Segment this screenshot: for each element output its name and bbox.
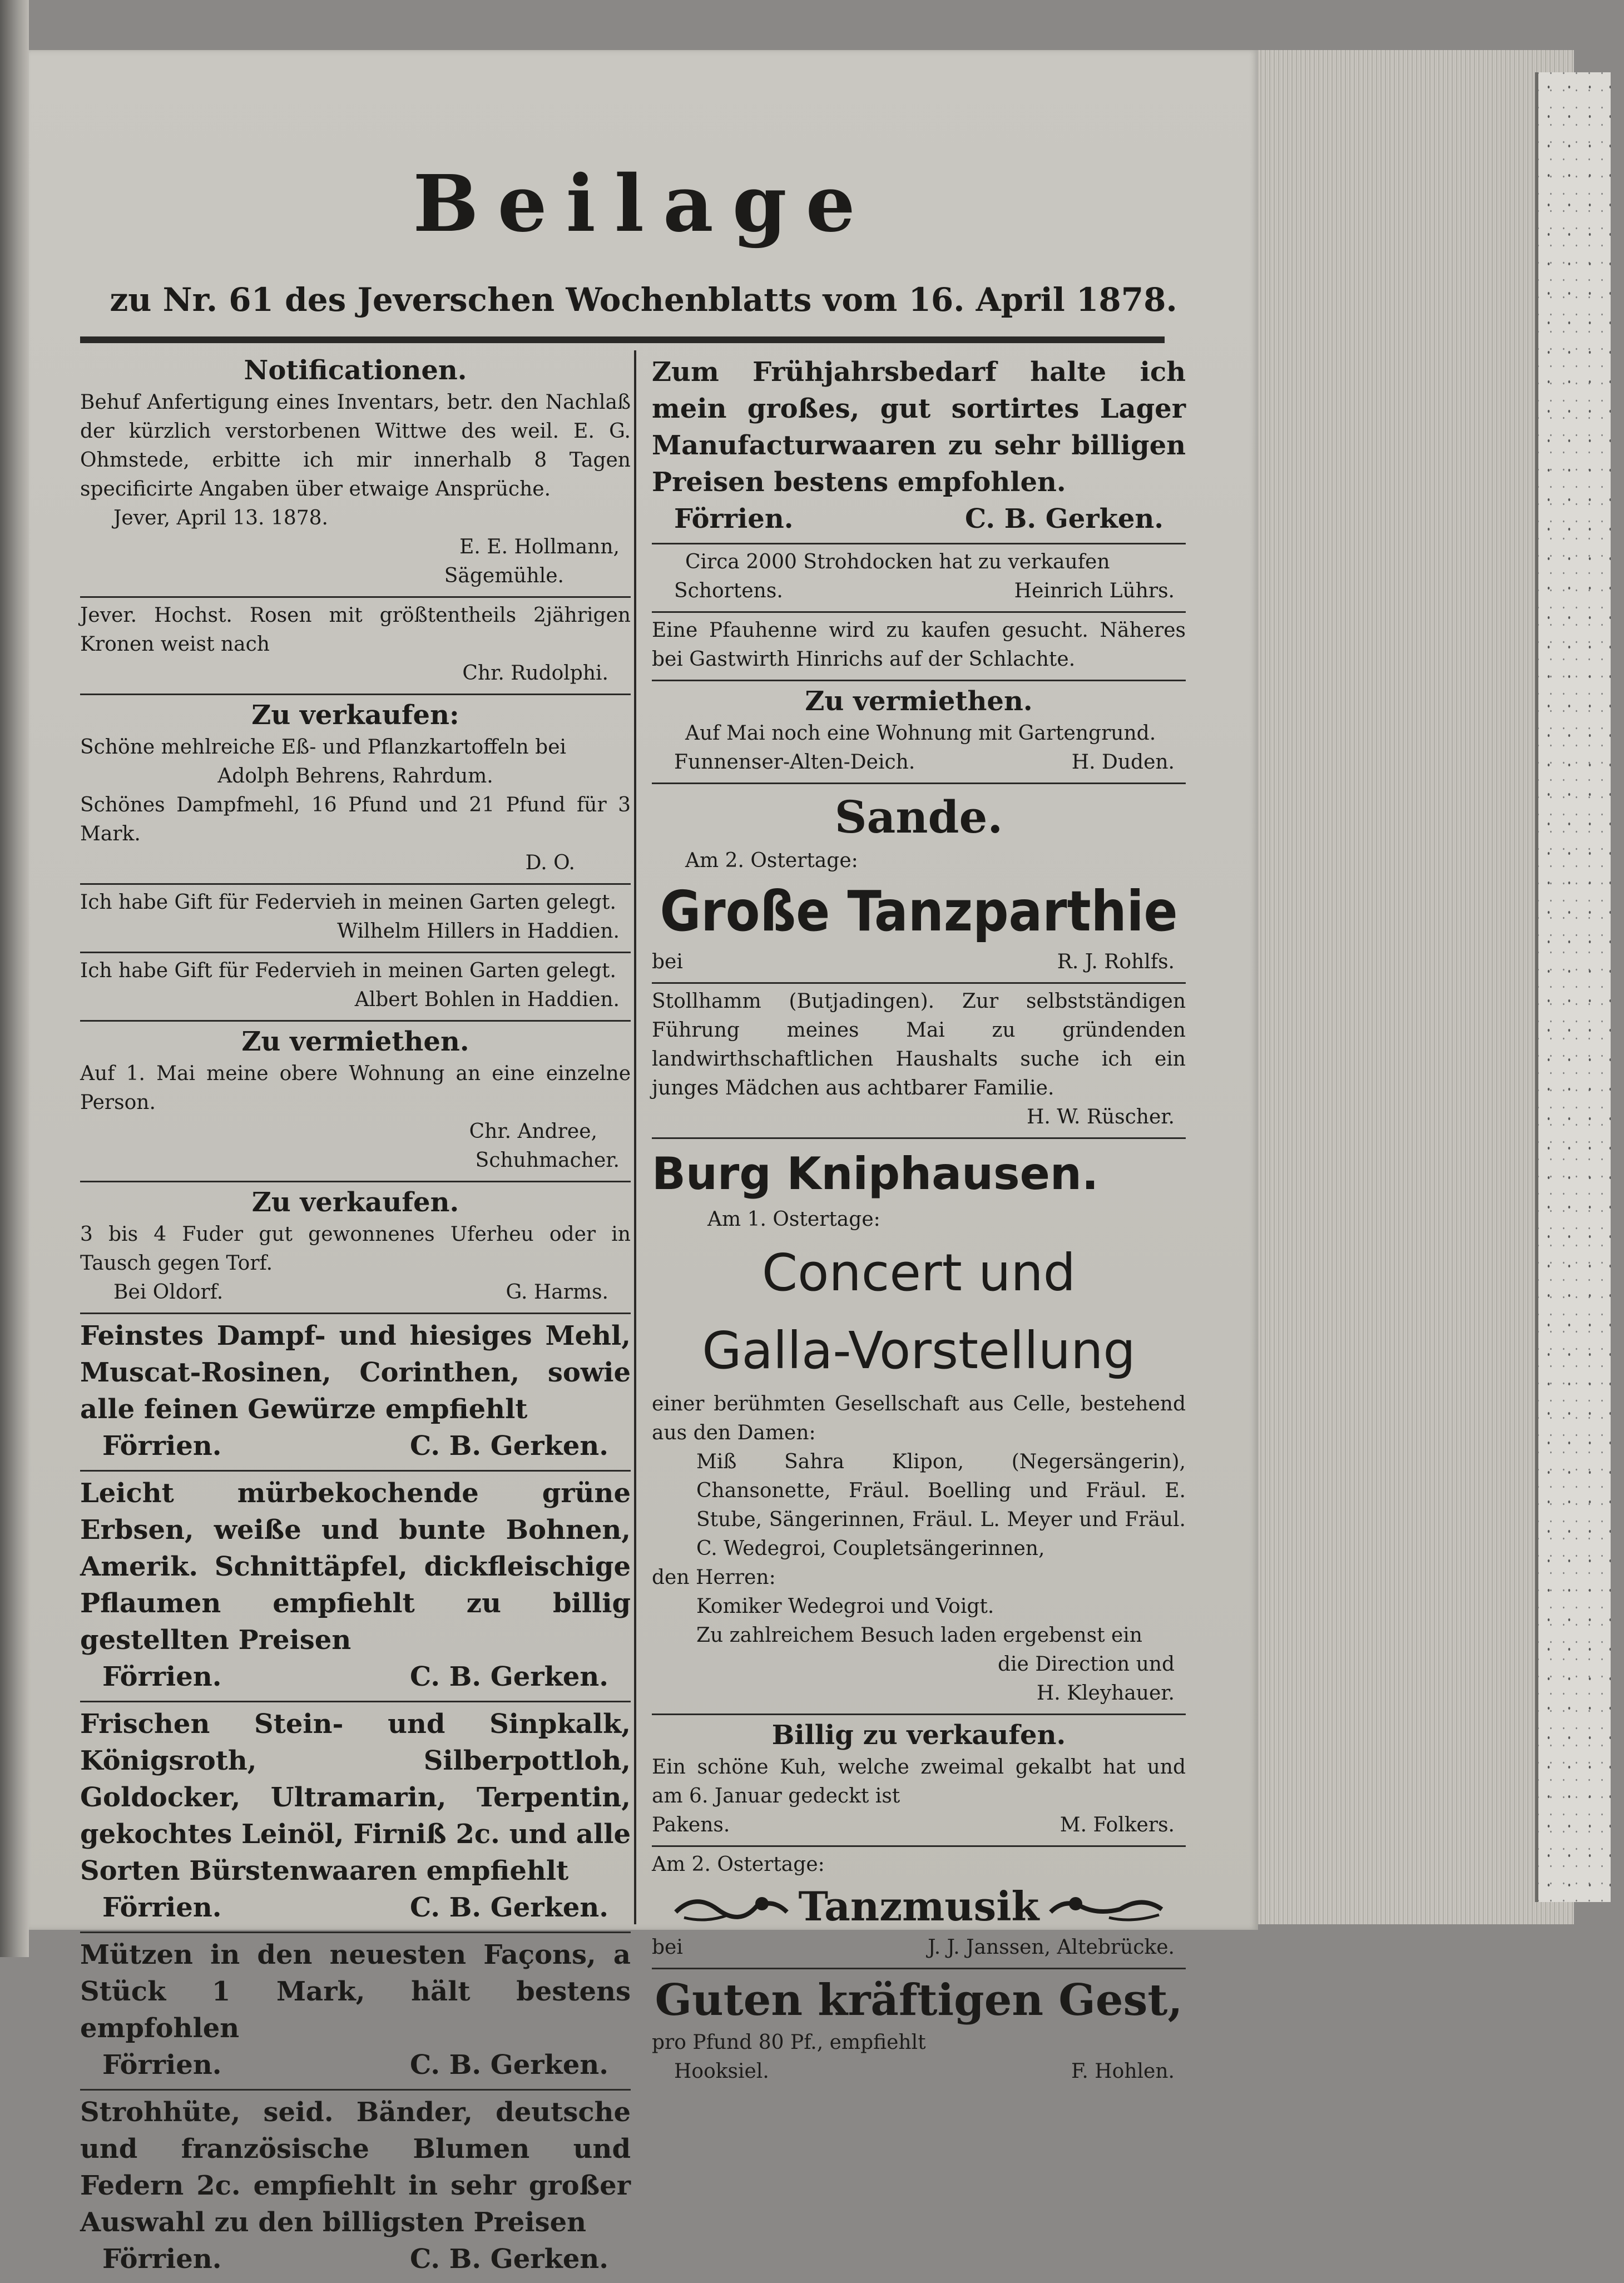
ad-signature-row [652,948,1186,977]
tanzmusik-banner [652,1883,1186,1930]
ad-signature: die Direction und [997,1653,1175,1676]
ad-signature-row [80,2241,631,2277]
ad-place: Bei Oldorf. [113,1281,224,1304]
ad-text: Eine Pfauhenne wird zu kaufen gesucht. Näheres bei Gastwirth Hinrichs auf der Schlachte. [652,619,1186,671]
book-page-edges [1258,50,1574,1924]
ad-signature: C. B. Gerken. [965,503,1163,534]
ad-text: pro Pfund 80 Pf., empfiehlt [652,2031,926,2054]
ad-burg-kniphausen [652,1139,1186,1715]
ad-signature-row [652,1811,1186,1840]
ad-text: den Herren: [652,1566,776,1589]
ad-heading: Zu verkaufen: [251,700,459,731]
ad-text: Strohhüte, seid. Bänder, deutsche und französische Blumen und Federn 2c. empfiehlt in sehr großer Auswahl zu den billigsten Preisen [80,2097,631,2238]
ad-text: Ein schöne Kuh, welche zweimal gekalbt hat und am 6. Januar gedeckt ist [652,1756,1186,1807]
ad-heading: Zu vermiethen. [805,686,1033,717]
ad-tanzmusik [652,1847,1186,1969]
ad-display-title: Große Tanzparthie [660,879,1178,944]
ad-place: Förrien. [674,503,794,534]
ad-text: Auf Mai noch eine Wohnung mit Gartengrund. [685,722,1156,745]
ad-gift-1 [80,885,631,953]
page-title: Beilage [413,159,874,250]
ad-date: Am 1. Ostertage: [707,1208,880,1231]
ad-zu-vermiethen-2 [652,681,1186,784]
ad-text: Frischen Stein- und Sinpkalk, Königsroth, Silberpottloh, Goldocker, Ultramarin, Terpentin, gekochtes Leinöl, Firniß 2c. und alle Sorten Bürstenwaaren empfiehlt [80,1708,631,1886]
ad-signature: F. Hohlen. [1071,2060,1175,2083]
ad-billig-kuh [652,1715,1186,1847]
binding-left-strip [0,0,29,1957]
ad-signature: R. J. Rohlfs. [1057,950,1175,973]
ad-signature-row [80,1889,631,1926]
ad-signature: C. B. Gerken. [410,1661,608,1692]
ad-signature-row [80,1278,631,1307]
ad-place: Förrien. [102,2244,222,2275]
ad-signature: M. Folkers. [1059,1814,1175,1836]
ad-place: Förrien. [102,1661,222,1692]
ad-gift-2 [80,953,631,1022]
ad-signature: D. O. [525,851,575,874]
ad-display-title-2: Galla-Vorstellung [702,1321,1136,1380]
ad-zu-verkaufen-2 [80,1182,631,1314]
ad-signature: H. W. Rüscher. [1027,1106,1175,1128]
ad-signature-row [652,501,1186,537]
ad-fruehjahr [652,350,1186,544]
ornament-right-icon [1048,1887,1165,1926]
ad-signature: C. B. Gerken. [410,2049,608,2081]
ad-kalk [80,1702,631,1933]
ad-rosen [80,598,631,695]
header-rule [80,336,1165,343]
ad-text: Auf 1. Mai meine obere Wohnung an eine einzelne Person. [80,1062,631,1114]
tanzmusik-title: Tanzmusik [798,1883,1039,1930]
ad-signature: E. E. Hollmann, [459,536,620,558]
ad-gest [652,1969,1186,2092]
ad-signature-row [80,2047,631,2083]
ad-signature: Albert Bohlen in Haddien. [354,988,620,1011]
right-column [652,350,1186,2092]
ad-zu-vermiethen [80,1022,631,1182]
ad-pfauhenne [652,613,1186,681]
ad-text: Mützen in den neuesten Façons, a Stück 1 Mark, hält bestens empfohlen [80,1939,631,2044]
ad-text: Komiker Wedegroi und Voigt. [696,1595,994,1618]
ad-mehl [80,1314,631,1472]
ad-signature: Chr. Andree, [469,1120,597,1143]
ad-date: Am 2. Ostertage: [685,849,858,872]
ad-notification [80,350,631,598]
ad-heading: Sande. [834,791,1003,843]
ad-place: Jever, April 13. 1878. [113,507,328,529]
ad-text: Schönes Dampfmehl, 16 Pfund und 21 Pfund für 3 Mark. [80,794,631,845]
ad-place: Pakens. [652,1814,730,1836]
ad-display-title: Concert und [761,1243,1076,1303]
ad-text: Stollhamm (Butjadingen). Zur selbstständigen Führung meines Mai zu gründenden landwirthschaftlichen Haushalts suche ich ein junges Mädchen aus achtbarer Familie. [652,990,1186,1100]
ad-text: Zu zahlreichem Besuch laden ergebenst ein [696,1624,1142,1647]
ad-signature-row [652,2057,1186,2086]
ad-text: Schöne mehlreiche Eß- und Pflanzkartoffeln bei [80,736,567,759]
ad-text: Behuf Anfertigung eines Inventars, betr. den Nachlaß der kürzlich verstorbenen Wittwe des weil. E. G. Ohmstede, erbitte ich mir innerhalb 8 Tagen specificirte Angaben über etwaige Ansprüche. [80,391,631,501]
ad-muetzen [80,1933,631,2091]
ornament-left-icon [673,1887,790,1926]
ad-display-title: Guten kräftigen Gest, [655,1975,1183,2026]
ad-place: Förrien. [102,1892,222,1923]
ad-text: einer berühmten Gesellschaft aus Celle, bestehend aus den Damen: [652,1393,1186,1444]
ad-text: Adolph Behrens, Rahrdum. [217,765,493,788]
ad-signature-row [80,1428,631,1464]
ad-zu-verkaufen-1 [80,695,631,885]
ad-place: Funnenser-Alten-Deich. [674,751,915,774]
ad-signature-row [652,577,1186,606]
ad-signature-row [80,1658,631,1695]
ad-text: Zum Frühjahrsbedarf halte ich mein großes, gut sortirtes Lager Manufacturwaaren zu sehr billigen Preisen bestens empfohlen. [652,356,1186,498]
ad-bei: bei [652,950,683,973]
ad-bei: bei [652,1936,683,1959]
ad-signature: C. B. Gerken. [410,1430,608,1462]
ad-signature-2: Sägemühle. [444,564,564,587]
ad-strohdocken [652,544,1186,613]
ad-heading: Zu vermiethen. [241,1026,469,1057]
ad-signature: Chr. Rudolphi. [462,662,608,685]
ad-heading: Zu verkaufen. [251,1187,459,1218]
ad-place: Schortens. [674,580,783,602]
ad-signature: Heinrich Lührs. [1014,580,1175,602]
ad-signature: J. J. Janssen, Altebrücke. [928,1936,1175,1959]
ad-heading: Notificationen. [244,355,467,386]
ad-text: Leicht mürbekochende grüne Erbsen, weiße und bunte Bohnen, Amerik. Schnittäpfel, dickfleischige Pflaumen empfiehlt zu billig gestellten Preisen [80,1478,631,1656]
ad-text: Miß Sahra Klipon, (Negersängerin), Chansonette, Fräul. Boelling und Fräul. E. Stube, Sängerinnen, Fräul. L. Meyer und Fräul. C. Wedegroi, Coupletsängerinnen, [696,1450,1186,1560]
ad-text: Ich habe Gift für Federvieh in meinen Garten gelegt. [80,891,616,914]
ad-text: Feinstes Dampf- und hiesiges Mehl, Muscat-Rosinen, Corinthen, sowie alle feinen Gewürze empfiehlt [80,1320,631,1425]
ad-text: Circa 2000 Strohdocken hat zu verkaufen [685,551,1110,573]
newspaper-page [29,50,1258,2275]
column-divider [634,350,636,1924]
ad-date: Am 2. Ostertage: [652,1853,825,1876]
ad-place: Hooksiel. [674,2060,769,2083]
ad-place: Förrien. [102,2049,222,2081]
ad-signature: Wilhelm Hillers in Haddien. [337,920,620,943]
ad-text: Ich habe Gift für Federvieh in meinen Garten gelegt. [80,959,616,982]
ad-stollhamm [652,984,1186,1139]
ad-text: 3 bis 4 Fuder gut gewonnenes Uferheu oder in Tausch gegen Torf. [80,1223,631,1275]
ad-text: Jever. Hochst. Rosen mit größtentheils 2jährigen Kronen weist nach [80,604,631,656]
ad-signature: G. Harms. [506,1281,608,1304]
ad-signature-row [652,1933,1186,1962]
ad-signature: C. B. Gerken. [410,1892,608,1923]
left-column [80,350,631,2283]
ad-place: Förrien. [102,1430,222,1462]
ad-erbsen [80,1472,631,1702]
ad-signature: H. Duden. [1071,751,1175,774]
book-cover [1535,72,1611,1902]
ad-signature-row [652,748,1186,777]
ad-signature-2: Schuhmacher. [475,1149,620,1172]
ad-heading: Billig zu verkaufen. [771,1720,1066,1751]
ad-signature-2: H. Kleyhauer. [1036,1682,1175,1705]
ad-signature: C. B. Gerken. [410,2244,608,2275]
ad-heading: Burg Kniphausen. [652,1148,1099,1200]
ad-strohhuete [80,2091,631,2283]
ad-sande [652,784,1186,984]
page-subtitle: zu Nr. 61 des Jeverschen Wochenblatts vom 16. April 1878. [110,281,1177,319]
